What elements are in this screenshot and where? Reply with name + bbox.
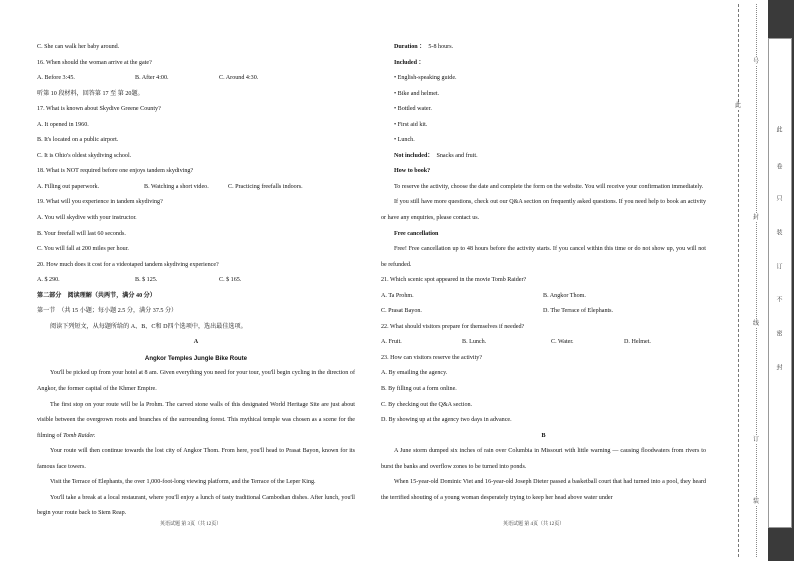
- question-19: 19. What will you experience in tandem skydiving?: [37, 199, 163, 206]
- option-line: C. She can walk her baby around.: [37, 44, 120, 50]
- option: D. The Terrace of Elephants.: [543, 308, 614, 315]
- right-column: [381, 40, 706, 506]
- seal-char: 装: [775, 229, 781, 235]
- q16-options: [37, 71, 355, 87]
- not-included-line: Not included： Snacks and fruit.: [394, 152, 478, 159]
- option: B. Angkor Thom.: [543, 292, 586, 299]
- option-line: C. It is Ohio's oldest skydiving school.: [37, 152, 132, 159]
- binding-glyph: 封: [753, 215, 760, 221]
- q21-options: [381, 304, 706, 320]
- list-item: • Bike and helmet.: [394, 90, 440, 97]
- paragraph: A June storm dumped six inches of rain over Columbia in Missouri with little warning — causing floodwaters from rivers to burst the banks and overflow zones to be turned into ponds.: [381, 448, 706, 470]
- paragraph: When 15-year-old Dominic Viet and 16-year-old Joseph Dieter passed a basketball court that had turned into a pool, they heard the terrified shouting of a young woman desperately trying to keep her head above water under: [381, 479, 706, 501]
- seal-char: 只: [775, 195, 781, 201]
- option: D. Helmet.: [624, 339, 651, 346]
- list-item: • Bottled water.: [394, 106, 432, 113]
- question-20: 20. How much does it cost for a videotaped tandem skydiving experience?: [37, 261, 219, 268]
- instructions: 阅读下列短文，从每题所给的 A、B、C和 D四个选项中，选出最佳选项。: [50, 323, 247, 330]
- option: B. Watching a short video.: [144, 183, 209, 190]
- paragraph: The first stop on your route will be la Prohm. The carved stone walls of this designated World Heritage Site are just about visible between the overgrown roots and branches of the surrounding forest. This mythical temple was chosen as a scene for the filming of Tomb Raider.: [37, 401, 355, 439]
- cut-line: [738, 4, 739, 557]
- list-item: • Lunch.: [394, 137, 415, 144]
- paragraph: To reserve the activity, choose the date and complete the form on the website. You will receive your confirmation immediately.: [394, 183, 704, 190]
- q18-options: [37, 180, 355, 196]
- part-heading: 第二部分 阅读理解（共两节，满分 40 分）: [37, 292, 156, 299]
- option: A. Fruit.: [381, 339, 402, 346]
- binding-margin: [716, 0, 794, 561]
- binding-glyph: 线: [753, 321, 760, 327]
- page-footer-right: 英语试题 第 4页（共 12页）: [503, 522, 565, 527]
- q21-options: [381, 289, 706, 305]
- option-line: A. By emailing the agency.: [381, 370, 448, 377]
- paragraph: Your route will then continue towards the lost city of Angkor Thom. From here, you'll head to Prasat Bayon, known for its famous face towers.: [37, 448, 355, 470]
- option: C. Around 4:30.: [219, 75, 259, 82]
- option: B. Lunch.: [462, 339, 487, 346]
- option-line: A. It opened in 1960.: [37, 121, 89, 128]
- question-18: 18. What is NOT required before one enjoys tandem skydiving?: [37, 168, 194, 175]
- duration-line: Duration ： 5-8 hours.: [394, 44, 454, 50]
- free-cancellation-heading: Free cancellation: [394, 230, 439, 237]
- list-item: • First aid kit.: [394, 121, 428, 128]
- paragraph: If you still have more questions, check out our Q&A section on frequently asked questions. If you need help to book an activity or have any enquiries, please contact us.: [381, 199, 706, 222]
- option: B. After 4:00.: [135, 75, 169, 82]
- question-21: 21. Which scenic spot appeared in the movie Tomb Raider?: [381, 277, 527, 284]
- option-line: B. By filling out a form online.: [381, 386, 457, 393]
- question-22: 22. What should visitors prepare for themselves if needed?: [381, 323, 525, 330]
- option: C. Prasat Bayon.: [381, 308, 422, 315]
- seal-box: [768, 38, 792, 528]
- option: C. Water.: [551, 339, 574, 346]
- question-23: 23. How can visitors reserve the activity?: [381, 354, 483, 361]
- option-line: A. You will skydive with your instructor.: [37, 215, 137, 222]
- option: C. $ 165.: [219, 277, 242, 284]
- binding-glyph: 号: [753, 59, 760, 65]
- option: A. Ta Prohm.: [381, 292, 414, 299]
- paragraph: Free! Free cancellation up to 48 hours before the activity starts. If you cancel within this time or do not show up, you will not be refunded.: [381, 246, 706, 268]
- option-line: C. By checking out the Q&A section.: [381, 401, 473, 408]
- seal-char: 密: [775, 330, 781, 336]
- seal-char: 封: [775, 364, 781, 370]
- included-label: Included ：: [394, 59, 425, 66]
- paragraph: Visit the Terrace of Elephants, the over 1,000-foot-long viewing platform, and the Terrace of the Leper King.: [50, 479, 316, 486]
- option-line: B. Your freefall will last 60 seconds.: [37, 230, 126, 237]
- option: A. Before 3:45.: [37, 75, 75, 82]
- list-item: • English-speaking guide.: [394, 75, 457, 82]
- seal-char: 此: [775, 126, 781, 132]
- passage-label: B: [541, 432, 546, 439]
- option-line: B. It's located on a public airport.: [37, 137, 119, 144]
- binding-glyph: 此: [735, 103, 742, 109]
- option: A. $ 290.: [37, 277, 60, 284]
- left-column: [37, 40, 355, 522]
- option: A. Filling out paperwork.: [37, 183, 100, 190]
- seal-char: 卷: [775, 163, 781, 169]
- question-17: 17. What is known about Skydive Greene County?: [37, 106, 161, 113]
- question-16: 16. When should the woman arrive at the gate?: [37, 59, 152, 66]
- seal-char: 不: [775, 296, 781, 302]
- binding-glyph: 订: [753, 437, 760, 443]
- dotted-line: [756, 4, 757, 557]
- binding-glyph: 装: [753, 499, 760, 505]
- paragraph: You'll take a break at a local restaurant, where you'll enjoy a lunch of tasty traditional Cambodian dishes. After lunch, you'll begin your route back to Siem Reap.: [37, 494, 355, 517]
- passage-title: Angkor Temples Jungle Bike Route: [144, 354, 248, 362]
- passage-label: A: [193, 339, 199, 346]
- option-line: D. By showing up at the agency two days in advance.: [381, 417, 512, 424]
- option-line: C. You will fall at 200 miles per hour.: [37, 246, 129, 253]
- listening-note: 听第 10 段材料，回答第 17 至 第 20题。: [37, 90, 144, 97]
- option: C. Practicing freefalls indoors.: [228, 183, 303, 190]
- paragraph: You'll be picked up from your hotel at 8 am. Given everything you need for your tour, you'll begin cycling in the direction of Angkor, the former capital of the Khmer Empire.: [37, 370, 355, 393]
- how-to-book-heading: How to book?: [394, 168, 431, 175]
- option: B. $ 125.: [135, 277, 158, 284]
- q22-options: [381, 335, 706, 351]
- q20-options: [37, 273, 355, 289]
- section-heading: 第一节 （共 15 小题；每小题 2.5 分，满分 37.5 分）: [37, 308, 178, 315]
- page-footer-left: 英语试题 第 3页（共 12页）: [160, 522, 222, 527]
- seal-char: 订: [775, 263, 781, 269]
